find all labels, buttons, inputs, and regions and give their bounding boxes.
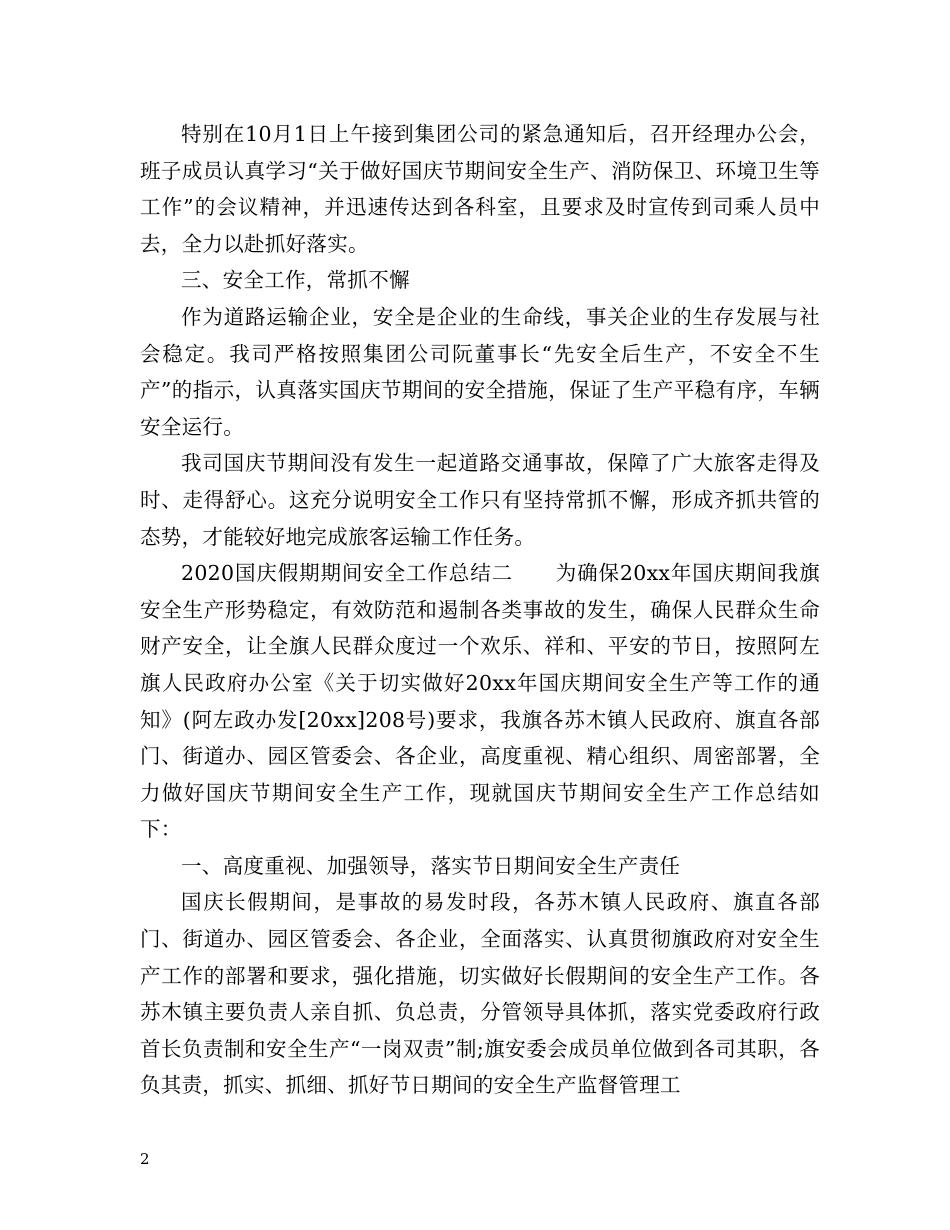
page-number: 2	[140, 1150, 150, 1168]
document-body	[140, 116, 820, 1104]
section-heading-safety-work: 三、安全工作，常抓不懈	[181, 268, 410, 293]
paragraph-safety-lifeline: 作为道路运输企业，安全是企业的生命线，事关企业的生存发展与社会稳定。我司严格按照集团公司阮董事长“先安全后生产，不安全不生产”的指示，认真落实国庆节期间的安全措施，保证了生产平稳有序，车辆安全运行。	[140, 304, 820, 439]
paragraph-no-accidents: 我司国庆节期间没有发生一起道路交通事故，保障了广大旅客走得及时、走得舒心。这充分说明安全工作只有坚持常抓不懈，形成齐抓共管的态势，才能较好地完成旅客运输工作任务。	[140, 451, 820, 549]
paragraph-holiday-period: 国庆长假期间，是事故的易发时段，各苏木镇人民政府、旗直各部门、街道办、园区管委会、各企业，全面落实、认真贯彻旗政府对安全生产工作的部署和要求，强化措施，切实做好长假期间的安全生产工作。各苏木镇主要负责人亲自抓、负总责，分管领导具体抓，落实党委政府行政首长负责制和安全生产“一岗双责”制;旗安委会成员单位做到各司其职，各负其责，抓实、抓细、抓好节日期间的安全生产监督管理工	[140, 890, 820, 1098]
paragraph-notice-meeting: 特别在10月1日上午接到集团公司的紧急通知后，召开经理办公会，班子成员认真学习“关于做好国庆节期间安全生产、消防保卫、环境卫生等工作”的会议精神，并迅速传达到各科室，且要求及时宣传到司乘人员中去，全力以赴抓好落实。	[140, 122, 820, 256]
paragraph-summary-two-intro: 2020国庆假期期间安全工作总结二 为确保20xx年国庆期间我旗安全生产形势稳定，有效防范和遏制各类事故的发生，确保人民群众生命财产安全，让全旗人民群众度过一个欢乐、祥和、平安的节日，按照阿左旗人民政府办公室《关于切实做好20xx年国庆期间安全生产等工作的通知》(阿左政办发[20xx]208号)要求，我旗各苏木镇人民政府、旗直各部门、街道办、园区管委会、各企业，高度重视、精心组织、周密部署，全力做好国庆节期间安全生产工作，现就国庆节期间安全生产工作总结如下：	[140, 561, 820, 842]
section-heading-leadership: 一、高度重视、加强领导，落实节日期间安全生产责任	[181, 853, 681, 878]
